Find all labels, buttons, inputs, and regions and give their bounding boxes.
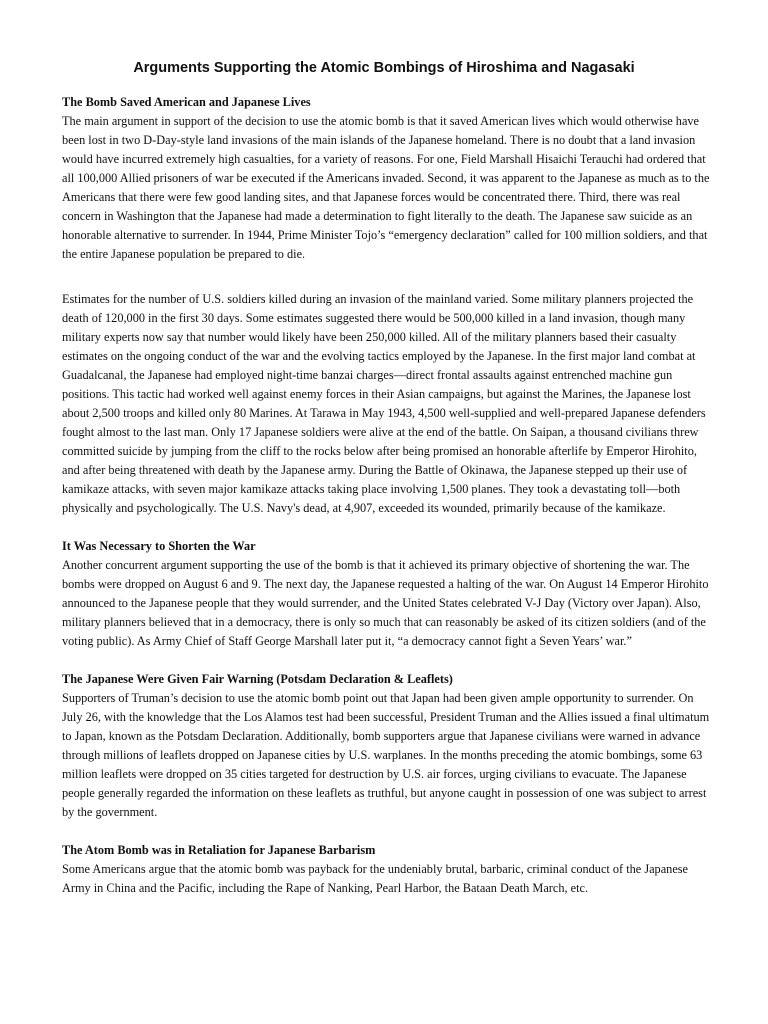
section-paragraph: The main argument in support of the decision to use the atomic bomb is that it saved American lives which would otherwise have been lost in two D-Day-style land invasions of the main islands of the Japanese homeland. There is no doubt that a land invasion would have incurred extremely high casualties, for a variety of reasons. For one, Field Marshall Hisaichi Terauchi had ordered that all 100,000 Allied prisoners of war be executed if the Americans invaded. Second, it was apparent to the Japanese as much as to the Americans that there were few good landing sites, and that Japanese forces would be concentrated there. Third, there was real concern in Washington that the Japanese had made a determination to fight literally to the death. The Japanese saw suicide as an honorable alternative to surrender. In 1944, Prime Minister Tojo’s “emergency declaration” called for 100 million soldiers, and that the entire Japanese population be prepared to die. (62, 114, 710, 261)
section-saved-lives (62, 93, 716, 518)
section-shorten-war (62, 537, 716, 651)
section-heading: It Was Necessary to Shorten the War (62, 539, 256, 553)
section-paragraph: Some Americans argue that the atomic bomb was payback for the undeniably brutal, barbaric, criminal conduct of the Japanese Army in China and the Pacific, including the Rape of Nanking, Pearl Harbor, the Bataan Death March, etc. (62, 862, 689, 895)
section-heading: The Japanese Were Given Fair Warning (Potsdam Declaration & Leaflets) (62, 672, 453, 686)
section-paragraph: Supporters of Truman’s decision to use the atomic bomb point out that Japan had been given ample opportunity to surrender. On July 26, with the knowledge that the Los Alamos test had been successful, President Truman and the Allies issued a final ultimatum to Japan, known as the Potsdam Declaration. Additionally, bomb supporters argue that Japanese civilians were warned in advance through millions of leaflets dropped on Japanese cities by U.S. warplanes. In the months preceding the atomic bombings, some 63 million leaflets were dropped on 35 cities targeted for destruction by U.S. air forces, urging civilians to evacuate. The Japanese people generally regarded the information on these leaflets as truthful, but anyone caught in possession of one was subject to arrest by the government. (62, 691, 710, 819)
section-fair-warning (62, 670, 716, 822)
section-paragraph: Another concurrent argument supporting the use of the bomb is that it achieved its primary objective of shortening the war. The bombs were dropped on August 6 and 9. The next day, the Japanese requested a halting of the war. On August 14 Emperor Hirohito announced to the Japanese people that they would surrender, and the United States celebrated V-J Day (Victory over Japan). Also, military planners believed that in a democracy, there is only so much that can reasonably be asked of its citizen soldiers (and of the voting public). As Army Chief of Staff George Marshall later put it, “a democracy cannot fight a Seven Years’ war.” (62, 558, 709, 648)
page-title: Arguments Supporting the Atomic Bombings of Hiroshima and Nagasaki (133, 60, 635, 76)
section-paragraph: Estimates for the number of U.S. soldiers killed during an invasion of the mainland varied. Some military planners projected the death of 120,000 in the first 30 days. Some estimates suggested there would be 500,000 killed in a land invasion, though many military experts now say that number would likely have been 250,000 killed. All of the military planners based their casualty estimates on the ongoing conduct of the war and the evolving tactics employed by the Japanese. In the first major land combat at Guadalcanal, the Japanese had employed night-time banzai charges—direct frontal assaults against entrenched machine gun positions. This tactic had worked well against enemy forces in their Asian campaigns, but against the Marines, the Japanese lost about 2,500 troops and killed only 80 Marines. At Tarawa in May 1943, 4,500 well-supplied and well-prepared Japanese defenders fought almost to the last man. Only 17 Japanese soldiers were alive at the end of the battle. On Saipan, a thousand civilians threw committed suicide by jumping from the cliff to the rocks below after being promised an honorable afterlife by Emperor Hirohito, and after being threatened with death by the Japanese army. During the Battle of Okinawa, the Japanese stepped up their use of kamikaze attacks, with seven major kamikaze attacks taking place involving 1,500 planes. They took a devastating toll—both physically and psychologically. The U.S. Navy's dead, at 4,907, exceeded its wounded, primarily because of the kamikaze. (62, 292, 706, 515)
section-heading: The Atom Bomb was in Retaliation for Japanese Barbarism (62, 843, 376, 857)
section-retaliation (62, 841, 716, 898)
document-body (62, 93, 716, 898)
section-heading: The Bomb Saved American and Japanese Lives (62, 95, 311, 109)
